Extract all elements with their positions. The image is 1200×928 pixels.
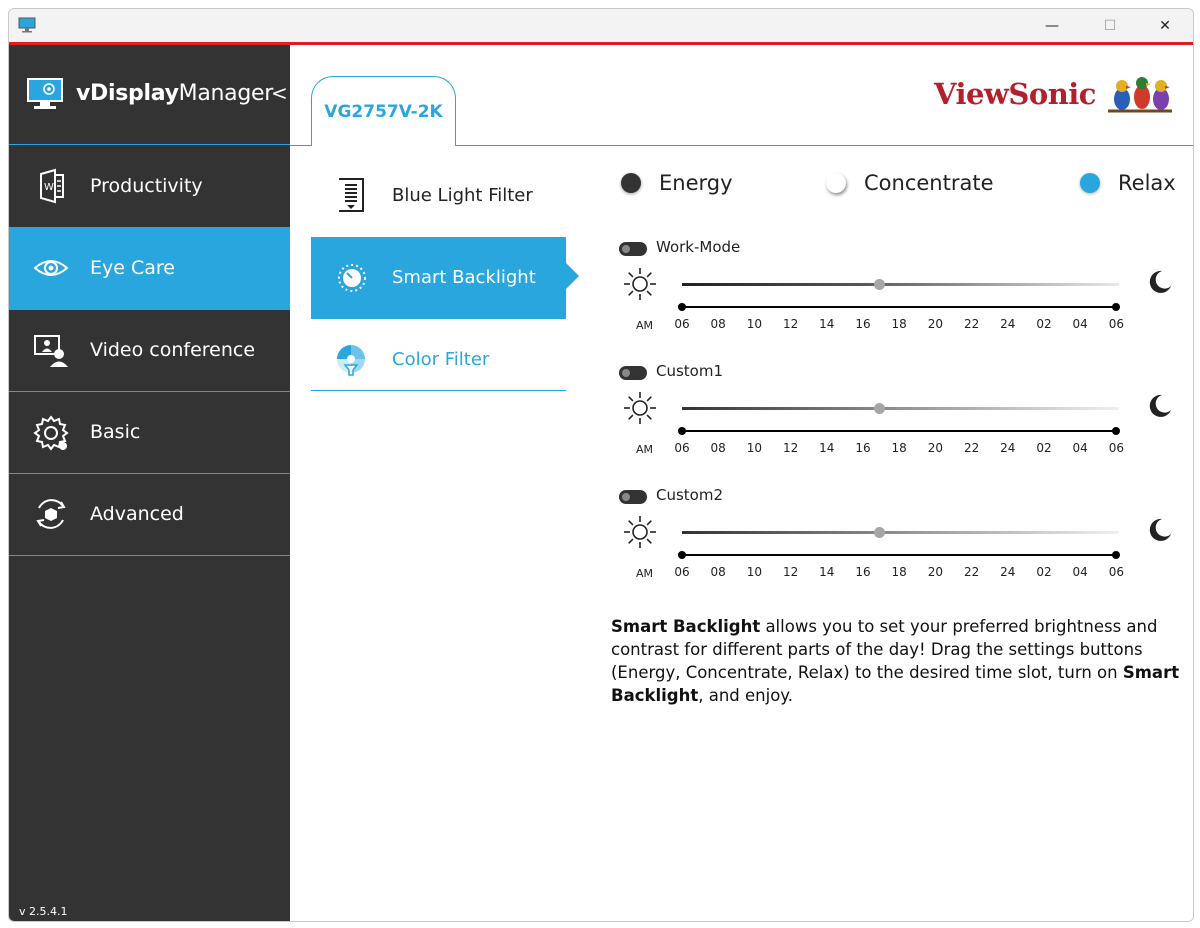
timeline-endpoint bbox=[678, 427, 686, 435]
time-tick-label: 06 bbox=[1108, 565, 1125, 579]
time-tick-label: 18 bbox=[891, 317, 907, 331]
brightness-slider-track[interactable] bbox=[682, 407, 1119, 410]
time-tick-label: 08 bbox=[710, 317, 726, 331]
schedule-label: Custom1 bbox=[656, 362, 724, 380]
sidebar-item-video-conference[interactable] bbox=[9, 310, 290, 392]
mode-energy[interactable] bbox=[621, 171, 733, 195]
tab-device[interactable] bbox=[311, 76, 456, 146]
monitor-icon bbox=[18, 17, 36, 33]
schedule-label: Custom2 bbox=[656, 486, 724, 504]
person-screen-icon bbox=[31, 330, 71, 370]
time-tick-label: 22 bbox=[963, 317, 980, 331]
timeline-endpoint bbox=[678, 551, 686, 559]
eye-icon bbox=[31, 248, 71, 288]
brightness-slider-thumb[interactable] bbox=[874, 527, 885, 538]
version-label: v 2.5.4.1 bbox=[19, 905, 68, 918]
logo-text: ViewSonic bbox=[934, 77, 1096, 111]
viewsonic-logo bbox=[934, 73, 1179, 117]
timeline-endpoint bbox=[678, 303, 686, 311]
close-button[interactable]: ✕ bbox=[1159, 17, 1171, 34]
am-label: AM bbox=[636, 443, 654, 456]
time-tick-label: 10 bbox=[746, 317, 763, 331]
schedule-toggle[interactable] bbox=[619, 242, 647, 256]
mode-label: Concentrate bbox=[864, 171, 994, 195]
sidebar-item-eye-care[interactable] bbox=[9, 228, 290, 310]
time-tick-label: 06 bbox=[1108, 441, 1125, 455]
time-tick-label: 16 bbox=[855, 317, 871, 331]
minimize-button[interactable]: — bbox=[1045, 17, 1059, 34]
mode-relax[interactable] bbox=[1080, 171, 1176, 195]
mode-label: Relax bbox=[1118, 171, 1176, 195]
relax-dot bbox=[1080, 173, 1100, 193]
document-icon bbox=[31, 166, 71, 206]
submenu-item-color-filter[interactable] bbox=[311, 319, 566, 401]
timeline-bar[interactable] bbox=[682, 430, 1116, 432]
time-tick-label: 24 bbox=[1000, 317, 1016, 331]
collapse-sidebar-button[interactable]: < bbox=[271, 81, 288, 105]
time-tick-label: 12 bbox=[782, 565, 799, 579]
tab-device-label: VG2757V-2K bbox=[324, 102, 443, 122]
time-tick-label: 22 bbox=[963, 565, 980, 579]
submenu-item-blue-light-filter[interactable] bbox=[311, 155, 566, 237]
time-tick-label: 06 bbox=[674, 441, 690, 455]
time-tick-label: 12 bbox=[782, 317, 799, 331]
app-brand bbox=[9, 45, 290, 145]
sidebar-item-label: Basic bbox=[90, 421, 141, 443]
sidebar-item-label: Video conference bbox=[90, 339, 256, 361]
moon-icon bbox=[1145, 392, 1173, 420]
time-tick-label: 24 bbox=[1000, 441, 1016, 455]
time-tick-label: 06 bbox=[674, 565, 690, 579]
smart-backlight-description: Smart Backlight allows you to set your preferred brightness and contrast for different parts of the day! Drag the settings buttons (Energy, Concentrate, Relax) to the desired time slot, turn on Smart Backlight, and enjoy. bbox=[611, 617, 1180, 705]
timeline-bar[interactable] bbox=[682, 554, 1116, 556]
time-tick-label: 20 bbox=[927, 317, 944, 331]
time-tick-label: 14 bbox=[819, 441, 835, 455]
app-title: vDisplayManager bbox=[76, 81, 273, 106]
time-tick-label: 10 bbox=[746, 441, 763, 455]
mode-concentrate[interactable] bbox=[826, 171, 994, 195]
time-tick-label: 14 bbox=[819, 565, 835, 579]
timeline-bar[interactable] bbox=[682, 306, 1116, 308]
time-tick-label: 06 bbox=[1108, 317, 1125, 331]
time-tick-label: 02 bbox=[1036, 441, 1052, 455]
sun-icon bbox=[622, 390, 658, 426]
toggle-knob bbox=[622, 245, 630, 253]
sidebar-item-label: Eye Care bbox=[90, 257, 175, 279]
time-tick-label: 20 bbox=[927, 441, 944, 455]
moon-icon bbox=[1145, 268, 1173, 296]
title-bar bbox=[9, 9, 1193, 45]
mode-label: Energy bbox=[659, 171, 733, 195]
submenu-item-label: Smart Backlight bbox=[392, 267, 536, 288]
time-tick-label: 02 bbox=[1036, 565, 1052, 579]
sidebar-item-label: Productivity bbox=[90, 175, 203, 197]
timeline-endpoint bbox=[1112, 303, 1120, 311]
gear-icon bbox=[31, 412, 71, 452]
display-manager-icon bbox=[27, 77, 65, 113]
sidebar-item-basic[interactable] bbox=[9, 392, 290, 474]
time-tick-label: 08 bbox=[710, 441, 726, 455]
time-tick-label: 12 bbox=[782, 441, 799, 455]
energy-dot bbox=[621, 173, 641, 193]
am-label: AM bbox=[636, 567, 654, 580]
submenu-item-label: Blue Light Filter bbox=[392, 185, 533, 206]
timeline-endpoint bbox=[1112, 427, 1120, 435]
submenu-item-smart-backlight[interactable] bbox=[311, 237, 566, 319]
time-tick-label: 20 bbox=[927, 565, 944, 579]
brightness-slider-thumb[interactable] bbox=[874, 403, 885, 414]
time-tick-label: 16 bbox=[855, 441, 871, 455]
time-tick-label: 04 bbox=[1072, 317, 1088, 331]
blue-light-filter-icon bbox=[331, 175, 371, 215]
active-submenu-pointer bbox=[566, 263, 579, 289]
main-panel bbox=[290, 45, 1194, 922]
color-filter-icon bbox=[331, 339, 371, 379]
time-tick-label: 10 bbox=[746, 565, 763, 579]
brightness-slider-track[interactable] bbox=[682, 531, 1119, 534]
time-tick-label: 04 bbox=[1072, 441, 1088, 455]
schedule-toggle[interactable] bbox=[619, 366, 647, 380]
time-tick-label: 16 bbox=[855, 565, 871, 579]
am-label: AM bbox=[636, 319, 654, 332]
advanced-gear-icon bbox=[31, 494, 71, 534]
birds-logo-icon bbox=[1106, 73, 1174, 117]
toggle-knob bbox=[622, 369, 630, 377]
submenu-divider bbox=[311, 390, 566, 391]
time-tick-label: 14 bbox=[819, 317, 835, 331]
moon-icon bbox=[1145, 516, 1173, 544]
sun-icon bbox=[622, 266, 658, 302]
sidebar-item-productivity[interactable] bbox=[9, 146, 290, 228]
time-tick-label: 18 bbox=[891, 565, 907, 579]
concentrate-dot bbox=[826, 173, 846, 193]
time-tick-label: 06 bbox=[674, 317, 690, 331]
sidebar-item-label: Advanced bbox=[90, 503, 184, 525]
brightness-slider-track[interactable] bbox=[682, 283, 1119, 286]
timeline-endpoint bbox=[1112, 551, 1120, 559]
smart-backlight-icon bbox=[331, 257, 371, 297]
time-tick-label: 08 bbox=[710, 565, 726, 579]
time-tick-label: 18 bbox=[891, 441, 907, 455]
time-tick-label: 24 bbox=[1000, 565, 1016, 579]
schedule-label: Work-Mode bbox=[656, 238, 741, 256]
time-tick-label: 22 bbox=[963, 441, 980, 455]
maximize-button[interactable]: ☐ bbox=[1103, 17, 1117, 34]
svg-text:W: W bbox=[44, 182, 54, 193]
submenu-item-label: Color Filter bbox=[392, 349, 490, 370]
time-tick-label: 04 bbox=[1072, 565, 1088, 579]
app-window bbox=[8, 8, 1194, 922]
brightness-slider-thumb[interactable] bbox=[874, 279, 885, 290]
time-tick-label: 02 bbox=[1036, 317, 1052, 331]
sidebar-item-advanced[interactable] bbox=[9, 474, 290, 556]
toggle-knob bbox=[622, 493, 630, 501]
sidebar bbox=[9, 45, 290, 922]
schedule-toggle[interactable] bbox=[619, 490, 647, 504]
sun-icon bbox=[622, 514, 658, 550]
